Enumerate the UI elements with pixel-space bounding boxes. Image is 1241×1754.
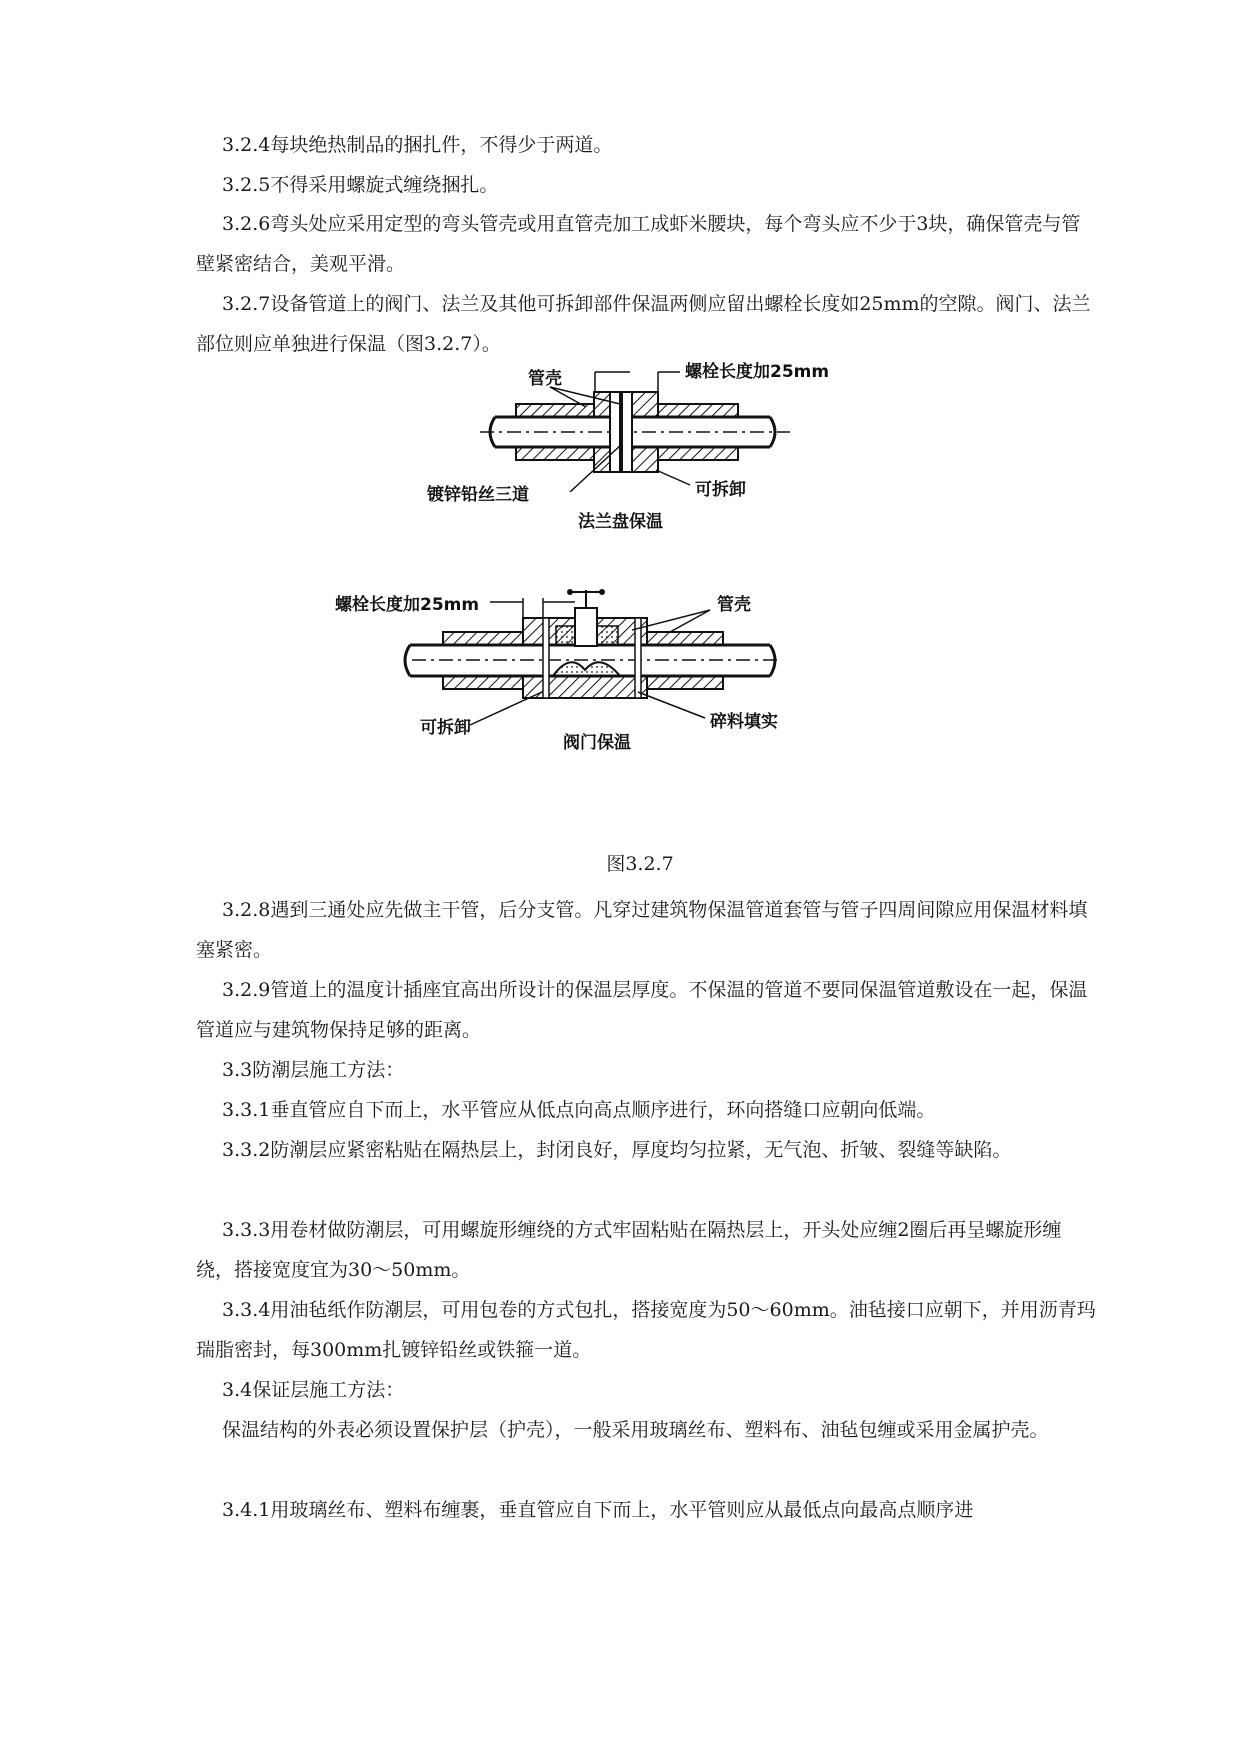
paragraph-3-3-4: 3.3.4用油毡纸作防潮层，可用包卷的方式包扎，搭接宽度为50～60mm。油毡接口应朝下，并用沥青玛瑞脂密封，每300mm扎镀锌铅丝或铁箍一道。 [196,1299,1096,1361]
paragraph-3-2-7: 3.2.7设备管道上的阀门、法兰及其他可拆卸部件保温两侧应留出螺栓长度如25mm的空隙。阀门、法兰部位则应单独进行保温（图3.2.7）。 [196,293,1091,355]
paragraph-3-2-4: 3.2.4每块绝热制品的捆扎件，不得少于两道。 [222,134,613,156]
paragraph-3-4-intro: 保温结构的外表必须设置保护层（护壳），一般采用玻璃丝布、塑料布、油毡包缠或采用金属护壳。 [222,1419,1049,1441]
flange-figure-title: 法兰盘保温 [578,512,663,532]
paragraph-3-2-6: 3.2.6弯头处应采用定型的弯头管壳或用直管壳加工成虾米腰块，每个弯头应不少于3块，确保管壳与管壁紧密结合，美观平滑。 [196,213,1081,275]
valve-removable-label: 可拆卸 [420,718,471,738]
paragraph-3-2-5: 3.2.5不得采用螺旋式缠绕捆扎。 [222,174,499,196]
paragraph-3-3-1: 3.3.1垂直管应自下而上，水平管应从低点向高点顺序进行，环向搭缝口应朝向低端。 [222,1099,936,1121]
valve-fill-label: 碎料填实 [710,712,778,732]
valve-shell-label: 管壳 [717,595,751,615]
paragraph-3-3: 3.3防潮层施工方法： [222,1059,405,1081]
flange-insulation-figure [427,352,890,542]
pipe-shape [480,417,790,447]
valve-figure-title: 阀门保温 [563,733,631,753]
paragraph-3-3-2: 3.3.2防潮层应紧密粘贴在隔热层上，封闭良好，厚度均匀拉紧，无气泡、折皱、裂缝等缺陷。 [222,1139,1012,1161]
valve-insulation-figure [335,580,890,780]
flange-bolt-label: 螺栓长度加25mm [685,362,830,382]
paragraph-3-2-8: 3.2.8遇到三通处应先做主干管，后分支管。凡穿过建筑物保温管道套管与管子四周间隙应用保温材料填塞紧密。 [196,899,1088,961]
paragraph-3-4: 3.4保证层施工方法： [222,1379,405,1401]
paragraph-3-2-9: 3.2.9管道上的温度计插座宜高出所设计的保温层厚度。不保温的管道不要同保温管道敷设在一起，保温管道应与建筑物保持足够的距离。 [196,979,1088,1041]
flange-removable-label: 可拆卸 [695,480,746,500]
valve-bolt-label: 螺栓长度加25mm [335,595,480,615]
figure-caption: 图3.2.7 [606,853,674,875]
paragraph-3-3-3: 3.3.3用卷材做防潮层，可用螺旋形缠绕的方式牢固粘贴在隔热层上，开头处应缠2圈后再呈螺旋形缠绕，搭接宽度宜为30～50mm。 [196,1219,1062,1281]
flange-wire-label: 镀锌铅丝三道 [427,485,529,505]
paragraph-3-4-1: 3.4.1用玻璃丝布、塑料布缠裹，垂直管应自下而上，水平管则应从最低点向最高点顺序进 [222,1499,974,1521]
flange-shell-label: 管壳 [528,369,562,389]
